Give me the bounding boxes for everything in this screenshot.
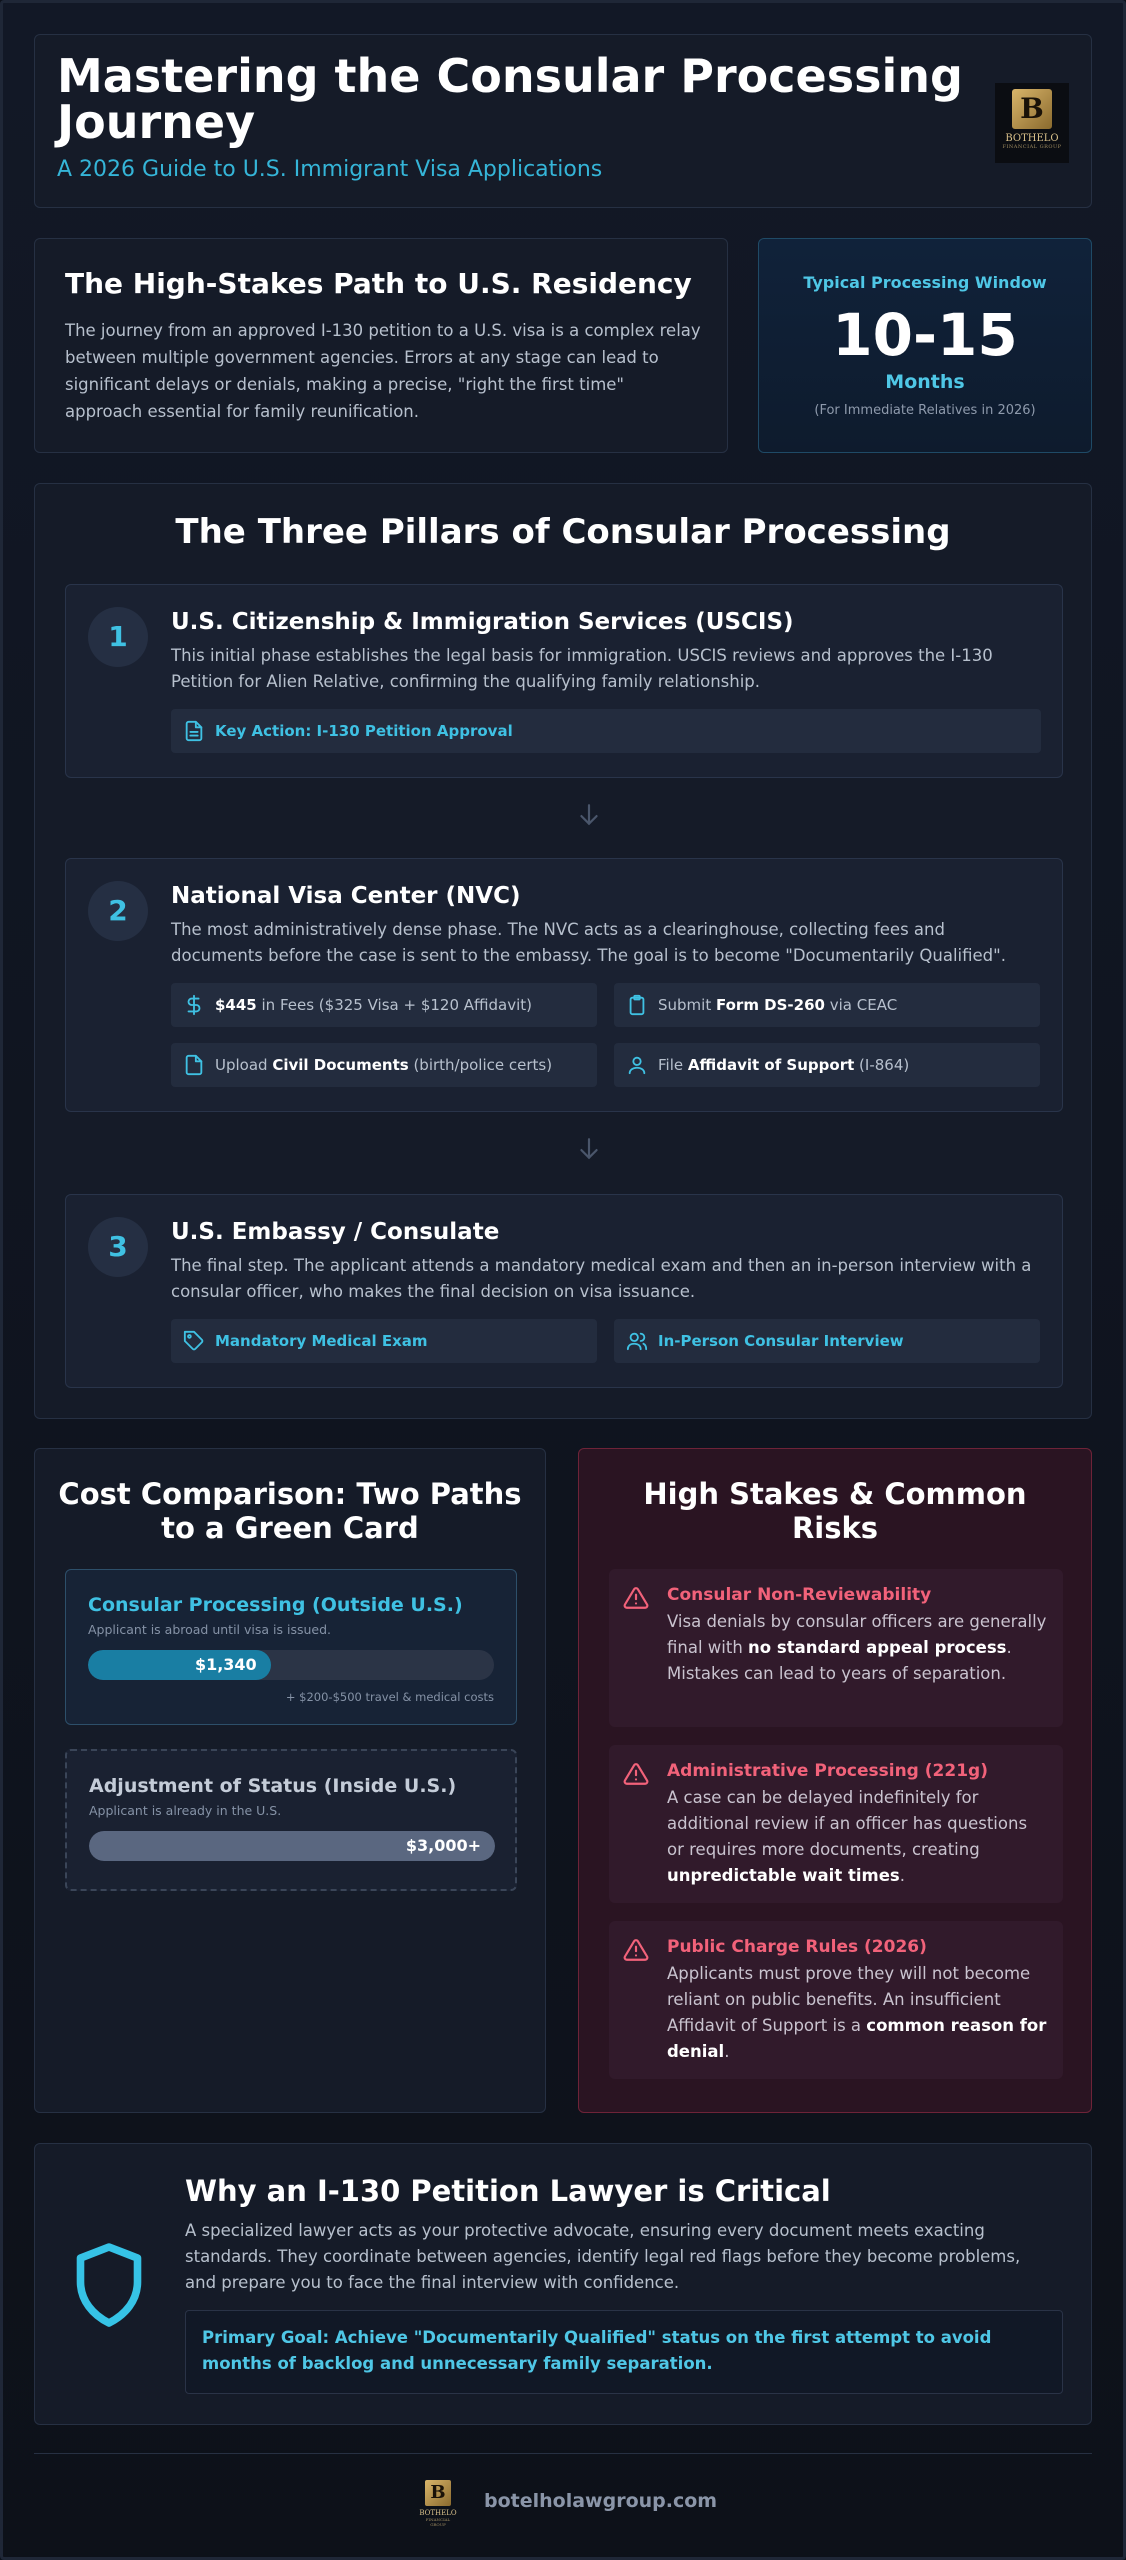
risk-item — [609, 1569, 1063, 1727]
logo-monogram: B — [1012, 89, 1052, 129]
processing-window-unit: Months — [885, 371, 965, 393]
user-icon — [626, 1054, 648, 1076]
risk-emphasis: common reason for denial — [667, 2016, 1047, 2061]
cost-bar-fill: $1,340 — [88, 1650, 271, 1680]
pillar-description: The final step. The applicant attends a mandatory medical exam and then an in-person interview with a consular officer, who makes the final decision on visa issuance. — [171, 1256, 1032, 1301]
lawyer-card — [34, 2143, 1092, 2425]
arrow-down-icon — [576, 802, 602, 828]
cost-comparison-card — [34, 1448, 546, 2113]
processing-window-card — [758, 238, 1092, 453]
risk-text: . — [899, 1866, 905, 1885]
risk-text: . — [724, 2042, 730, 2061]
arrow-down-icon — [576, 1136, 602, 1162]
pillar-number: 1 — [88, 607, 148, 667]
page-title: Mastering the Consular Processing Journey — [57, 49, 963, 149]
tag-icon — [183, 1330, 205, 1352]
warning-icon — [623, 1937, 649, 1963]
option-subtitle: Applicant is abroad until visa is issued. — [88, 1622, 331, 1637]
lawyer-text: A specialized lawyer acts as your protective advocate, ensuring every document meets exacting standards. They coordinate between agencies, identify legal red flags before they become problems, and prepare you to face the final interview with confidence. — [185, 2221, 1021, 2292]
risks-title: High Stakes & Common Risks — [643, 1477, 1027, 1545]
pillars-title: The Three Pillars of Consular Processing — [175, 512, 951, 552]
risk-title: Administrative Processing (221g) — [667, 1761, 988, 1781]
risk-text: . Mistakes can lead to years of separation. — [667, 1638, 1012, 1683]
key-action-chip — [171, 709, 1041, 753]
risk-description — [667, 1785, 1047, 1889]
logo-tagline: FINANCIAL GROUP — [425, 2517, 451, 2527]
cost-bar-track — [89, 1831, 495, 1861]
risk-title: Public Charge Rules (2026) — [667, 1937, 927, 1957]
pillar-description: This initial phase establishes the legal basis for immigration. USCIS reviews and approves the I-130 Petition for Alien Relative, confirming the qualifying family relationship. — [171, 646, 993, 691]
risk-emphasis: unpredictable wait times — [667, 1866, 900, 1885]
risk-title: Consular Non-Reviewability — [667, 1585, 932, 1605]
cost-bar-track — [88, 1650, 494, 1680]
chip-bold: $445 — [215, 996, 257, 1014]
page-subtitle: A 2026 Guide to U.S. Immigrant Visa Applications — [57, 157, 603, 182]
chip-text: Mandatory Medical Exam — [215, 1332, 428, 1350]
pillars-section — [34, 483, 1092, 1419]
intro-card — [34, 238, 728, 453]
adjustment-of-status-option — [65, 1749, 517, 1891]
chip-bold: Form DS-260 — [715, 996, 825, 1014]
chip-bold: Affidavit of Support — [687, 1056, 855, 1074]
pillar-number: 3 — [88, 1217, 148, 1277]
risk-item — [609, 1921, 1063, 2079]
fees-chip — [171, 983, 597, 1027]
chip-prefix: Upload — [215, 1056, 273, 1074]
intro-title: The High-Stakes Path to U.S. Residency — [65, 267, 692, 300]
risk-text: Applicants must prove they will not become reliant on public benefits. An insufficient Affidavit of Support is a — [667, 1964, 1031, 2035]
pillar-number: 2 — [88, 881, 148, 941]
logo-monogram: B — [425, 2480, 451, 2506]
processing-window-label: Typical Processing Window — [803, 273, 1047, 292]
brand-logo — [995, 83, 1069, 163]
footer-logo — [418, 2480, 458, 2527]
footer-divider — [34, 2453, 1092, 2454]
processing-window-note: (For Immediate Relatives in 2026) — [814, 403, 1036, 418]
option-subtitle: Applicant is already in the U.S. — [89, 1803, 282, 1818]
option-note: + $200-$500 travel & medical costs — [285, 1690, 494, 1704]
shield-icon — [71, 2240, 147, 2330]
chip-text: in Fees ($325 Visa + $120 Affidavit) — [256, 996, 533, 1014]
pillar-embassy — [65, 1194, 1063, 1388]
risk-emphasis: no standard appeal process — [748, 1638, 1007, 1657]
pillar-title: U.S. Citizenship & Immigration Services (USCIS) — [171, 609, 794, 635]
option-title: Adjustment of Status (Inside U.S.) — [89, 1775, 457, 1797]
dollar-icon — [183, 994, 205, 1016]
cost-bar-fill: $3,000+ — [89, 1831, 495, 1861]
civil-documents-chip — [171, 1043, 597, 1087]
risk-description — [667, 1609, 1047, 1687]
medical-exam-chip — [171, 1319, 597, 1363]
logo-name: BOTHELO — [419, 2509, 457, 2517]
pillar-uscis — [65, 584, 1063, 778]
risk-item — [609, 1745, 1063, 1903]
risk-text: Visa denials by consular officers are generally final with — [667, 1612, 1047, 1657]
primary-goal: Primary Goal: Achieve "Documentarily Qualified" status on the first attempt to avoid months of backlog and unnecessary family separation. — [185, 2310, 1063, 2394]
chip-text: via CEAC — [824, 996, 898, 1014]
warning-icon — [623, 1585, 649, 1611]
footer-website-link[interactable]: botelholawgroup.com — [484, 2490, 718, 2512]
file-icon — [183, 1054, 205, 1076]
pillar-title: U.S. Embassy / Consulate — [171, 1219, 500, 1245]
pillar-title: National Visa Center (NVC) — [171, 883, 521, 909]
processing-window-value: 10-15 — [832, 301, 1018, 369]
header — [34, 34, 1092, 208]
logo-name: BOTHELO — [1005, 133, 1059, 144]
chip-prefix: File — [658, 1056, 688, 1074]
chip-text: (birth/police certs) — [408, 1056, 553, 1074]
document-icon — [183, 720, 205, 742]
affidavit-chip — [614, 1043, 1040, 1087]
risk-description — [667, 1961, 1047, 2065]
risks-card — [578, 1448, 1092, 2113]
chip-text: (I-864) — [854, 1056, 910, 1074]
clipboard-icon — [626, 994, 648, 1016]
chip-bold: Civil Documents — [272, 1056, 409, 1074]
ds260-chip — [614, 983, 1040, 1027]
pillar-nvc — [65, 858, 1063, 1112]
consular-interview-chip — [614, 1319, 1040, 1363]
logo-tagline: FINANCIAL GROUP — [1002, 144, 1062, 150]
pillar-description: The most administratively dense phase. The NVC acts as a clearinghouse, collecting fees and documents before the case is sent to the embassy. The goal is to become "Documentarily Qualified". — [171, 920, 1006, 965]
lawyer-title: Why an I-130 Petition Lawyer is Critical — [185, 2174, 831, 2208]
option-title: Consular Processing (Outside U.S.) — [88, 1594, 463, 1616]
risk-text: A case can be delayed indefinitely for additional review if an officer has questions or requires more documents, creating — [667, 1788, 1028, 1859]
consular-processing-option — [65, 1569, 517, 1725]
users-icon — [626, 1330, 648, 1352]
warning-icon — [623, 1761, 649, 1787]
chip-text: Key Action: I-130 Petition Approval — [215, 722, 513, 740]
chip-text: In-Person Consular Interview — [658, 1332, 904, 1350]
intro-text: The journey from an approved I-130 petition to a U.S. visa is a complex relay between multiple government agencies. Errors at any stage can lead to significant delays or denials, making a precise, "right the first time" approach essential for family reunification. — [65, 321, 701, 421]
chip-prefix: Submit — [658, 996, 716, 1014]
cost-title: Cost Comparison: Two Paths to a Green Card — [58, 1477, 522, 1545]
